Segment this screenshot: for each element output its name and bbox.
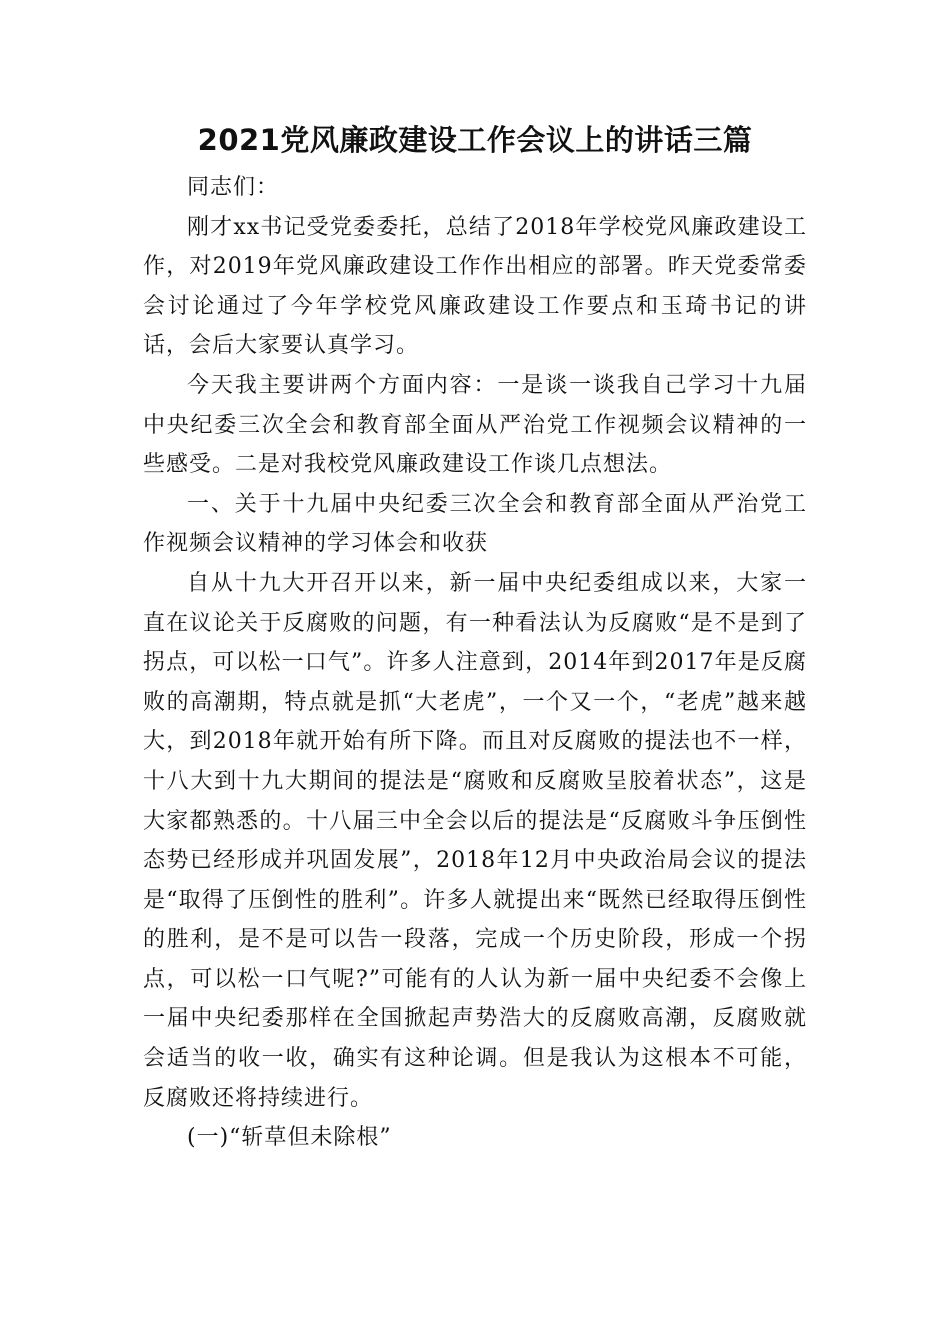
summary-paragraph: 刚才xx书记受党委委托，总结了2018年学校党风廉政建设工作，对2019年党风廉政建设工作作出相应的部署。昨天党委常委会讨论通过了今年学校党风廉政建设工作要点和玉琦书记的讲话，会后大家要认真学习。 [143,214,807,359]
document-body [143,168,807,1158]
section-heading-1: 一、关于十九届中央纪委三次全会和教育部全面从严治党工作视频会议精神的学习体会和收获 [143,491,807,557]
outline-paragraph: 今天我主要讲两个方面内容：一是谈一谈我自己学习十九届中央纪委三次全会和教育部全面从严治党工作视频会议精神的一些感受。二是对我校党风廉政建设工作谈几点想法。 [143,372,807,478]
subsection-heading-1: (一)“斩草但未除根” [187,1125,392,1151]
anticorruption-paragraph: 自从十九大开召开以来，新一届中央纪委组成以来，大家一直在议论关于反腐败的问题，有一种看法认为反腐败“是不是到了拐点，可以松一口气”。许多人注意到，2014年到2017年是反腐败的高潮期，特点就是抓“大老虎”，一个又一个，“老虎”越来越大，到2018年就开始有所下降。而且对反腐败的提法也不一样，十八大到十九大期间的提法是“腐败和反腐败呈胶着状态”，这是大家都熟悉的。十八届三中全会以后的提法是“反腐败斗争压倒性态势已经形成并巩固发展”，2018年12月中央政治局会议的提法是“取得了压倒性的胜利”。许多人就提出来“既然已经取得压倒性的胜利，是不是可以告一段落，完成一个历史阶段，形成一个拐点，可以松一口气呢?”可能有的人认为新一届中央纪委不会像上一届中央纪委那样在全国掀起声势浩大的反腐败高潮，反腐败就会适当的收一收，确实有这种论调。但是我认为这根本不可能，反腐败还将持续进行。 [143,570,807,1111]
salutation-paragraph: 同志们： [187,175,280,200]
document-title: 2021党风廉政建设工作会议上的讲话三篇 [197,123,753,157]
